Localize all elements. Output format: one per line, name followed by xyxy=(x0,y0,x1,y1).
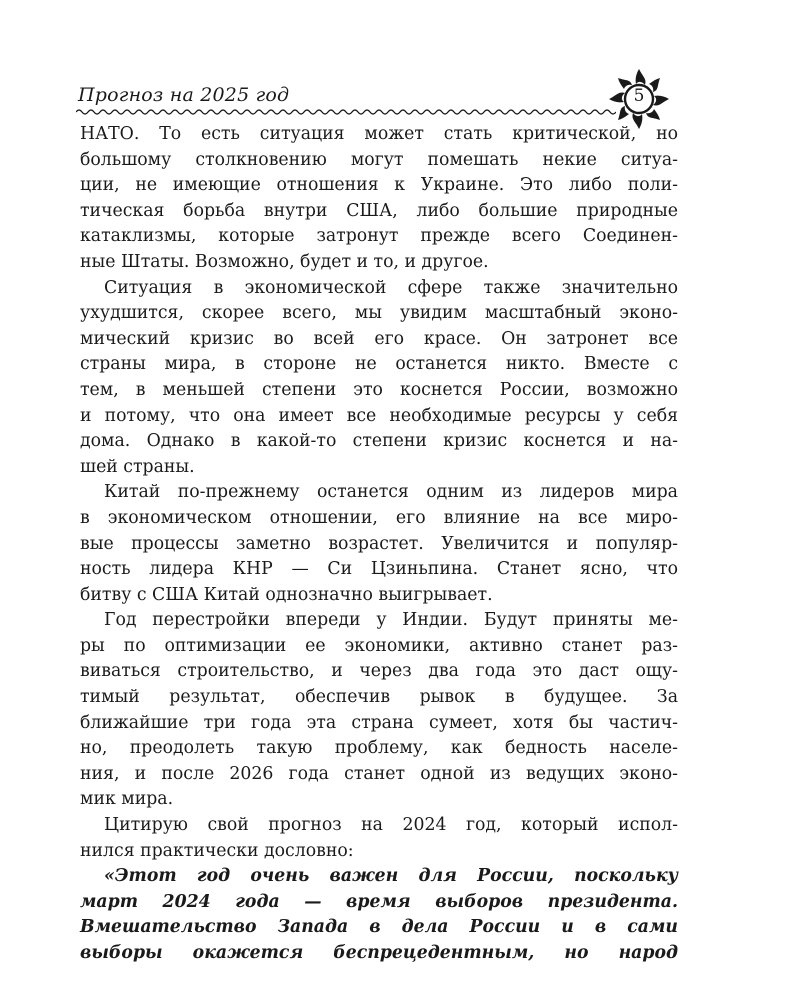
page-number: 5 xyxy=(633,86,645,106)
text-line: ухудшится, скорее всего, мы увидим масштабный эконо- xyxy=(80,303,678,324)
quoted-forecast xyxy=(80,864,678,966)
text-line: страны мира, в стороне не останется никто. Вместе с xyxy=(80,354,678,375)
text-line: виваться строительство, и через два года это даст ощу- xyxy=(80,661,678,682)
text-line: большому столкновению могут помешать некие ситуа- xyxy=(80,149,678,170)
text-line: ные Штаты. Возможно, будет и то, и другое. xyxy=(80,251,489,272)
text-line: Год перестройки впереди у Индии. Будут приняты ме- xyxy=(104,610,678,631)
text-line: Цитирую свой прогноз на 2024 год, который испол- xyxy=(104,815,678,836)
paragraph-1 xyxy=(80,122,678,276)
text-line: тимый результат, обеспечив рывок в будущее. За xyxy=(80,687,678,708)
text-line: в экономическом отношении, его влияние на все миро- xyxy=(80,507,678,528)
text-line: ния, и после 2026 года станет одной из ведущих эконо- xyxy=(80,763,678,784)
text-line: вые процессы заметно возрастет. Увеличится и популяр- xyxy=(80,533,678,554)
page-body xyxy=(80,122,678,967)
text-line: ность лидера КНР — Си Цзиньпина. Станет ясно, что xyxy=(80,559,678,580)
text-line: ции, не имеющие отношения к Украине. Это либо поли- xyxy=(80,175,678,196)
text-line: и потому, что она имеет все необходимые ресурсы у себя xyxy=(80,405,678,426)
text-line: шей страны. xyxy=(80,456,195,477)
quote-line: выборы окажется беспрецедентным, но народ xyxy=(80,943,678,963)
text-line: ры по оптимизации ее экономики, активно станет раз- xyxy=(80,635,678,656)
text-line: Ситуация в экономической сфере также значительно xyxy=(104,277,678,298)
running-header-title: Прогноз на 2025 год xyxy=(78,84,290,106)
text-line: тическая борьба внутри США, либо большие природные xyxy=(80,200,678,221)
text-line: битву с США Китай однозначно выигрывает. xyxy=(80,584,493,605)
text-line: нился практически дословно: xyxy=(80,840,354,861)
text-line: Китай по-прежнему останется одним из лидеров мира xyxy=(104,482,678,503)
quote-line: март 2024 года — время выборов президента. xyxy=(80,891,678,912)
quote-line: Вмешательство Запада в дела России и в сами xyxy=(80,917,678,938)
text-line: тем, в меньшей степени это коснется России, возможно xyxy=(80,379,678,400)
paragraph-3 xyxy=(80,480,678,608)
text-line: ближайшие три года эта страна сумеет, хотя бы частич- xyxy=(80,712,678,733)
quote-line: «Этот год очень важен для России, поскольку xyxy=(104,866,678,887)
text-line: но, преодолеть такую проблему, как бедность населе- xyxy=(80,738,678,759)
header-wavy-rule xyxy=(76,108,616,116)
text-line: мический кризис во всей его красе. Он затронет все xyxy=(80,328,678,349)
paragraph-2 xyxy=(80,276,678,481)
paragraph-5 xyxy=(80,813,678,864)
text-line: мик мира. xyxy=(80,789,174,810)
text-line: дома. Однако в какой-то степени кризис коснется и на- xyxy=(80,431,678,452)
text-line: НАТО. То есть ситуация может стать критической, но xyxy=(80,124,678,144)
text-line: катаклизмы, которые затронут прежде всего Соединен- xyxy=(80,226,678,247)
paragraph-4 xyxy=(80,608,678,813)
